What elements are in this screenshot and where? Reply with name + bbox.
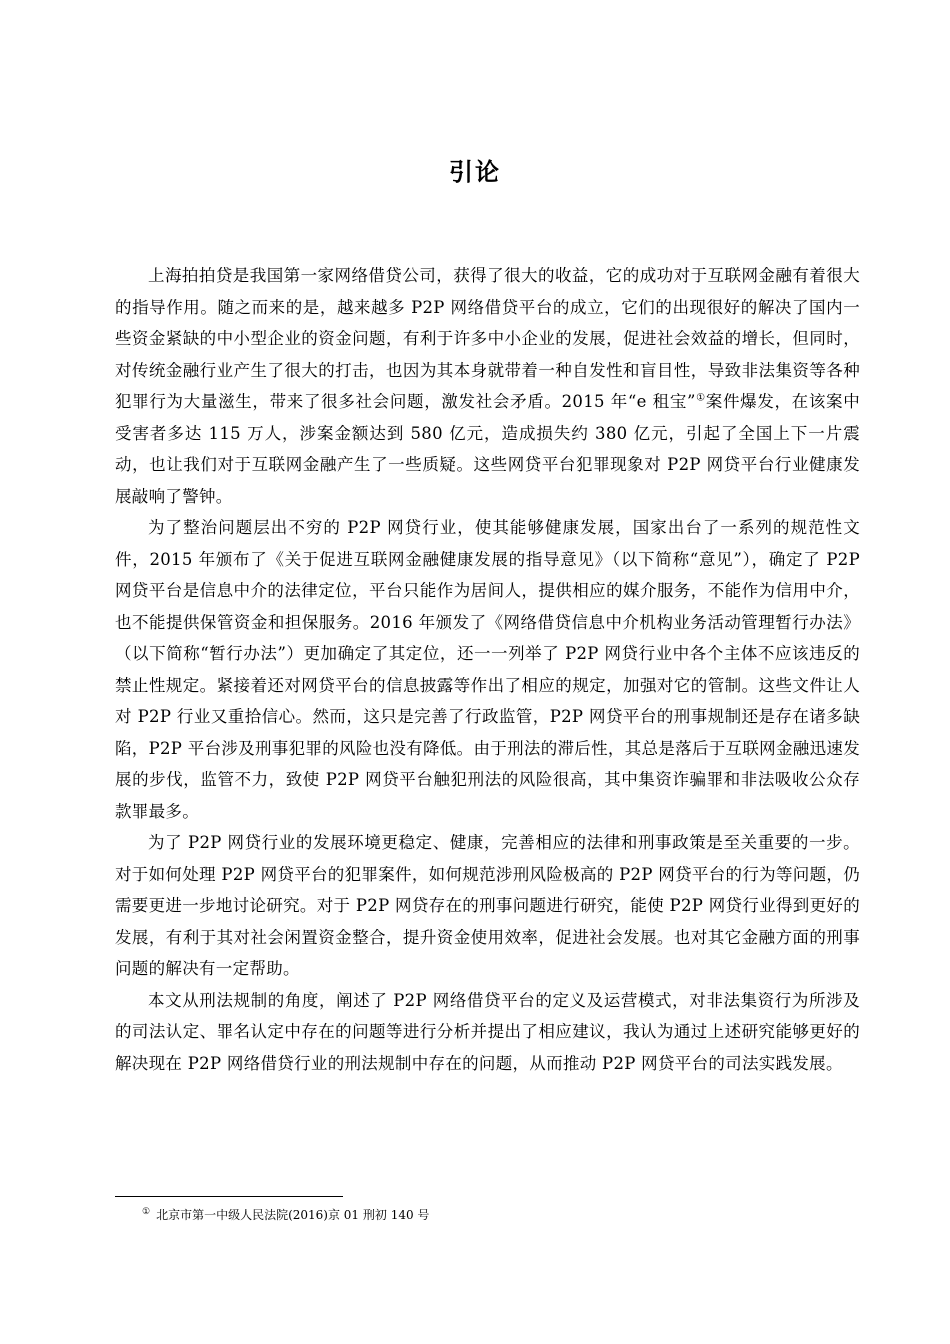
paragraph-4: 本文从刑法规制的角度，阐述了 P2P 网络借贷平台的定义及运营模式，对非法集资行为所涉及的司法认定、罪名认定中存在的问题等进行分析并提出了相应建议，我认为通过上述研究能够更好的解决现在 P2P 网络借贷行业的刑法规制中存在的问题，从而推动 P2P 网贷平台的司法实践发展。 [115,990,860,1073]
paragraph-1-text-continued: 案件爆发，在该案中受害者多达 115 万人，涉案金额达到 580 亿元，造成损失约 380 亿元，引起了全国上下一片震动，也让我们对于互联网金融产生了一些质疑。这些网贷平台犯罪现象对 P2P 网贷平台行业健康发展敲响了警钟。 [115,392,861,506]
paragraph-1-text: 上海拍拍贷是我国第一家网络借贷公司，获得了很大的收益，它的成功对于互联网金融有着很大的指导作用。随之而来的是，越来越多 P2P 网络借贷平台的成立，它们的出现很好的解决了国内一些资金紧缺的中小型企业的资金问题，有利于许多中小企业的发展，促进社会效益的增长，但同时，对传统金融行业产生了很大的打击，也因为其本身就带着一种自发性和盲目性，导致非法集资等各种犯罪行为大量滋生，带来了很多社会问题，激发社会矛盾。2015 年“e 租宝” [115,266,860,411]
footnote-text: 北京市第一中级人民法院(2016)京 01 刑初 140 号 [156,1208,430,1222]
paragraph-1 [115,260,860,512]
footnote [142,1207,429,1223]
footnote-reference-mark[interactable]: ① [695,392,706,404]
body-text [115,260,860,1079]
paragraph-3: 为了 P2P 网贷行业的发展环境更稳定、健康，完善相应的法律和刑事政策是至关重要的一步。对于如何处理 P2P 网贷平台的犯罪案件，如何规范涉刑风险极高的 P2P 网贷平台的行为等问题，仍需要更进一步地讨论研究。对于 P2P 网贷存在的刑事问题进行研究，能使 P2P 网贷行业得到更好的发展，有利于其对社会闲置资金整合，提升资金使用效率，促进社会发展。也对其它金融方面的刑事问题的解决有一定帮助。 [115,833,860,978]
footnote-separator [115,1196,343,1197]
footnote-mark: ① [142,1207,151,1217]
page-title: 引论 [449,158,501,186]
paragraph-2: 为了整治问题层出不穷的 P2P 网贷行业，使其能够健康发展，国家出台了一系列的规范性文件，2015 年颁布了《关于促进互联网金融健康发展的指导意见》（以下简称“意见”），确定了 P2P 网贷平台是信息中介的法律定位，平台只能作为居间人，提供相应的媒介服务，不能作为信用中介，也不能提供保管资金和担保服务。2016 年颁发了《网络借贷信息中介机构业务活动管理暂行办法》（以下简称“暂行办法”）更加确定了其定位，还一一列举了 P2P 网贷行业中各个主体不应该违反的禁止性规定。紧接着还对网贷平台的信息披露等作出了相应的规定，加强对它的管制。这些文件让人对 P2P 行业又重拾信心。然而，这只是完善了行政监管，P2P 网贷平台的刑事规制还是存在诸多缺陷，P2P 平台涉及刑事犯罪的风险也没有降低。由于刑法的滞后性，其总是落后于互联网金融迅速发展的步伐，监管不力，致使 P2P 网贷平台触犯刑法的风险很高，其中集资诈骗罪和非法吸收公众存款罪最多。 [115,518,860,821]
